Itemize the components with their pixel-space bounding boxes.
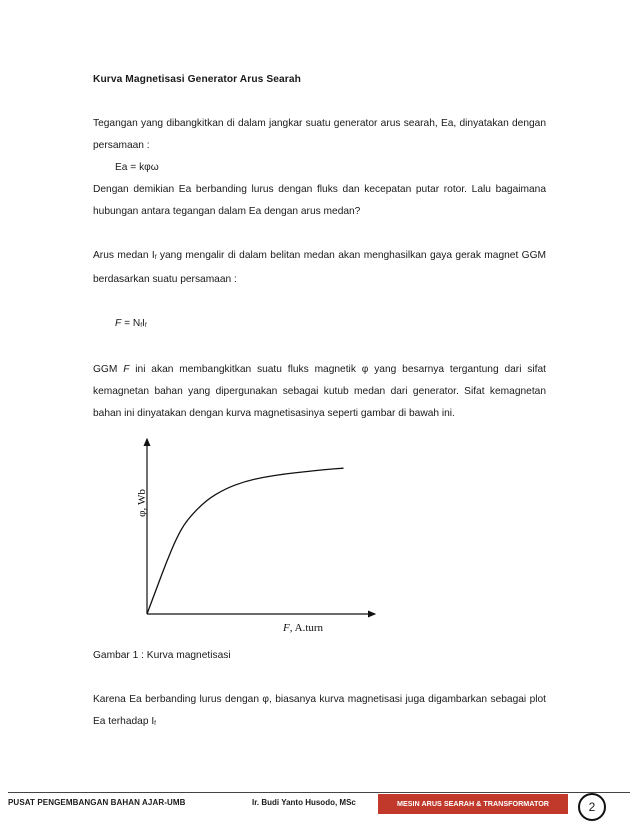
footer-divider (8, 792, 630, 793)
paragraph-4: GGM F ini akan membangkitkan suatu fluks magnetik φ yang besarnya tergantung dari sifat kemagnetan bahan yang dipergunakan sebagai kutub medan dari generator. Sifat kemagnetan bahan ini dinyatakan dengan kurva magnetisasinya seperti gambar di bawah ini. (93, 364, 546, 419)
footer-course-badge: MESIN ARUS SEARAH & TRANSFORMATOR (378, 794, 568, 814)
footer (0, 792, 638, 820)
x-axis-label: F, A.turn (283, 622, 324, 634)
paragraph-3: Arus medan $I_f$ yang mengalir di dalam belitan medan akan menghasilkan gaya gerak magnet GGM berdasarkan suatu persamaan : (93, 250, 546, 285)
equation-ggm: $F = N_fI_f$ (115, 318, 147, 329)
content (93, 74, 546, 735)
paragraph-1: Tegangan yang dibangkitkan di dalam jangkar suatu generator arus searah, Ea, dinyatakan dengan persamaan : (93, 118, 546, 151)
figure-caption: Gambar 1 : Kurva magnetisasi (93, 650, 231, 661)
magnetization-chart (93, 433, 546, 643)
paragraph-2: Dengan demikian Ea berbanding lurus dengan fluks dan kecepatan putar rotor. Lalu bagaimana hubungan antara tegangan dalam Ea dengan arus medan? (93, 184, 546, 217)
footer-institution: PUSAT PENGEMBANGAN BAHAN AJAR-UMB (8, 798, 186, 807)
y-axis-label: φ, Wb (136, 489, 148, 517)
page-number: 2 (578, 793, 606, 821)
magnetization-curve (147, 468, 344, 614)
magnetization-figure (93, 433, 546, 643)
equation-ea: Ea = kφω (115, 162, 159, 173)
paragraph-5: Karena Ea berbanding lurus dengan φ, biasanya kurva magnetisasi juga digambarkan sebagai plot Ea terhadap $I_f$ (93, 694, 546, 727)
section-title: Kurva Magnetisasi Generator Arus Searah (93, 74, 301, 85)
footer-author: Ir. Budi Yanto Husodo, MSc (252, 798, 356, 807)
